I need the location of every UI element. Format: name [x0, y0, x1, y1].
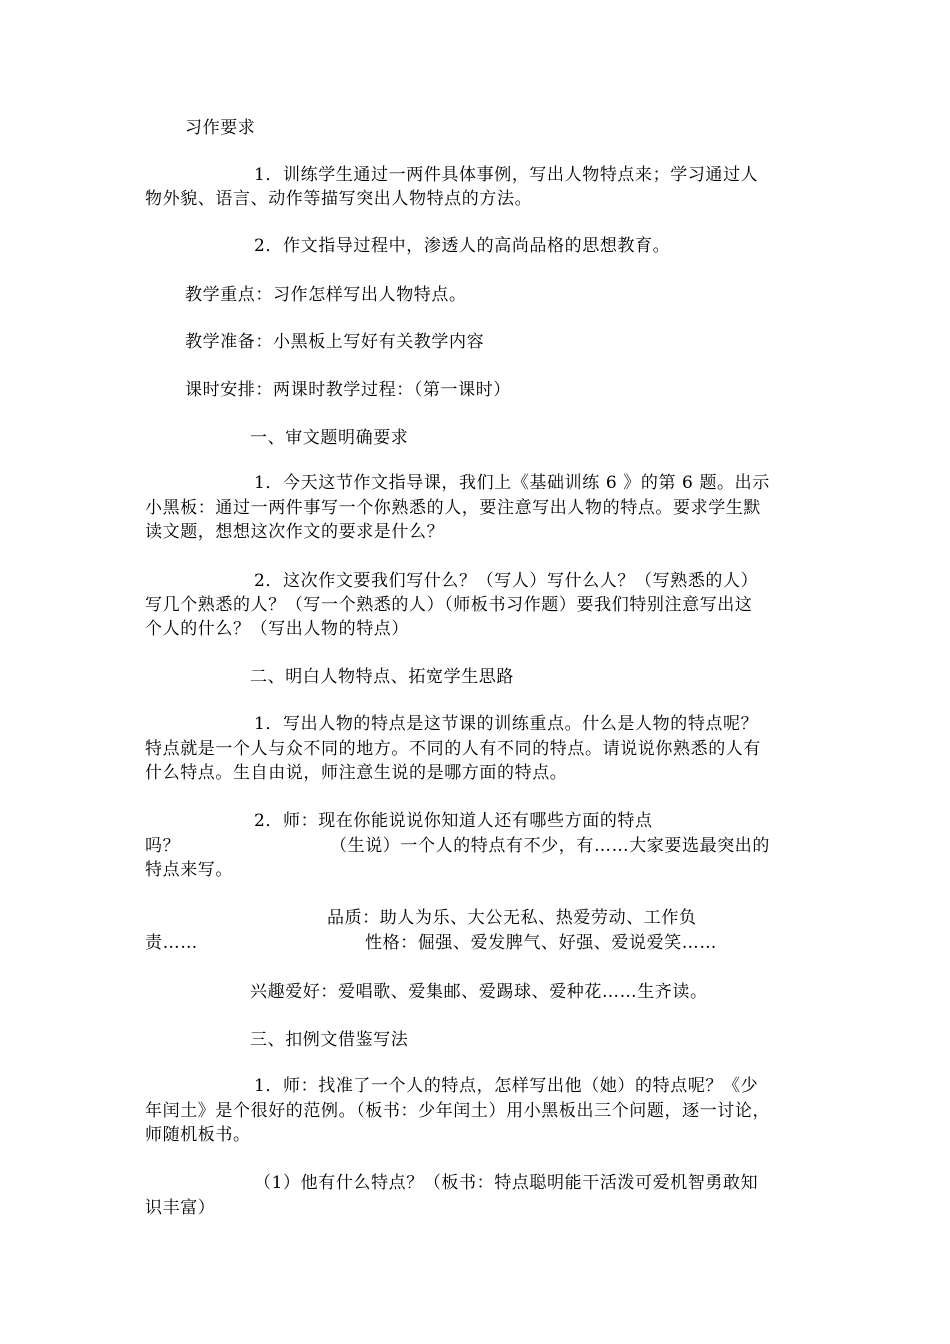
paragraph-line: （生说）一个人的特点有不少，有……大家要选最突出的	[330, 836, 770, 856]
paragraph-line: 2．师：现在你能说说你知道人还有哪些方面的特点	[254, 811, 653, 831]
teaching-prep: 教学准备：小黑板上写好有关教学内容	[185, 332, 485, 352]
paragraph-line: 1．今天这节作文指导课，我们上《基础训练 6 》的第 6 题。出示	[254, 473, 770, 493]
section-title: 二、明白人物特点、拓宽学生思路	[250, 667, 514, 687]
paragraph-line: 识丰富）	[145, 1198, 216, 1218]
trait-quality-cont: 责……	[145, 933, 198, 953]
paragraph-line: 吗？	[145, 836, 181, 856]
paragraph-line: （1）他有什么特点？（板书：特点聪明能干活泼可爱机智勇敢知	[254, 1173, 759, 1193]
paragraph-line: 读文题，想想这次作文的要求是什么？	[145, 522, 445, 542]
trait-hobbies: 兴趣爱好：爱唱歌、爱集邮、爱踢球、爱种花……生齐读。	[250, 982, 708, 1002]
paragraph-line: 1．师：找准了一个人的特点，怎样写出他（她）的特点呢？《少	[254, 1076, 759, 1096]
paragraph-line: 2．这次作文要我们写什么？（写人）写什么人？（写熟悉的人）	[254, 571, 759, 591]
paragraph-line: 1．训练学生通过一两件具体事例，写出人物特点来；学习通过人	[254, 165, 759, 185]
paragraph-line: 1．写出人物的特点是这节课的训练重点。什么是人物的特点呢？	[254, 714, 759, 734]
paragraph-line: 特点就是一个人与众不同的地方。不同的人有不同的特点。请说说你熟悉的人有	[145, 739, 761, 759]
section-title: 三、扣例文借鉴写法	[250, 1030, 409, 1050]
paragraph-line: 个人的什么？（写出人物的特点）	[145, 619, 409, 639]
paragraph-line: 物外貌、语言、动作等描写突出人物特点的方法。	[145, 189, 533, 209]
paragraph-line: 写几个熟悉的人？（写一个熟悉的人）（师板书习作题）要我们特别注意写出这	[145, 595, 753, 615]
trait-personality: 性格：倔强、爱发脾气、好强、爱说爱笑……	[365, 933, 717, 953]
paragraph-line: 年闰土》是个很好的范例。（板书：少年闰土）用小黑板出三个问题，逐一讨论，	[145, 1101, 771, 1121]
paragraph-line: 小黑板：通过一两件事写一个你熟悉的人，要注意写出人物的特点。要求学生默	[145, 498, 761, 518]
teaching-focus: 教学重点：习作怎样写出人物特点。	[185, 285, 467, 305]
heading: 习作要求	[185, 118, 256, 138]
paragraph-line: 师随机板书。	[145, 1125, 251, 1145]
section-title: 一、审文题明确要求	[250, 428, 409, 448]
paragraph-line: 2．作文指导过程中，渗透人的高尚品格的思想教育。	[254, 236, 671, 256]
paragraph-line: 特点来写。	[145, 860, 233, 880]
class-schedule: 课时安排：两课时教学过程：（第一课时）	[185, 380, 511, 400]
paragraph-line: 什么特点。生自由说，师注意生说的是哪方面的特点。	[145, 763, 568, 783]
trait-quality: 品质：助人为乐、大公无私、热爱劳动、工作负	[327, 908, 697, 928]
